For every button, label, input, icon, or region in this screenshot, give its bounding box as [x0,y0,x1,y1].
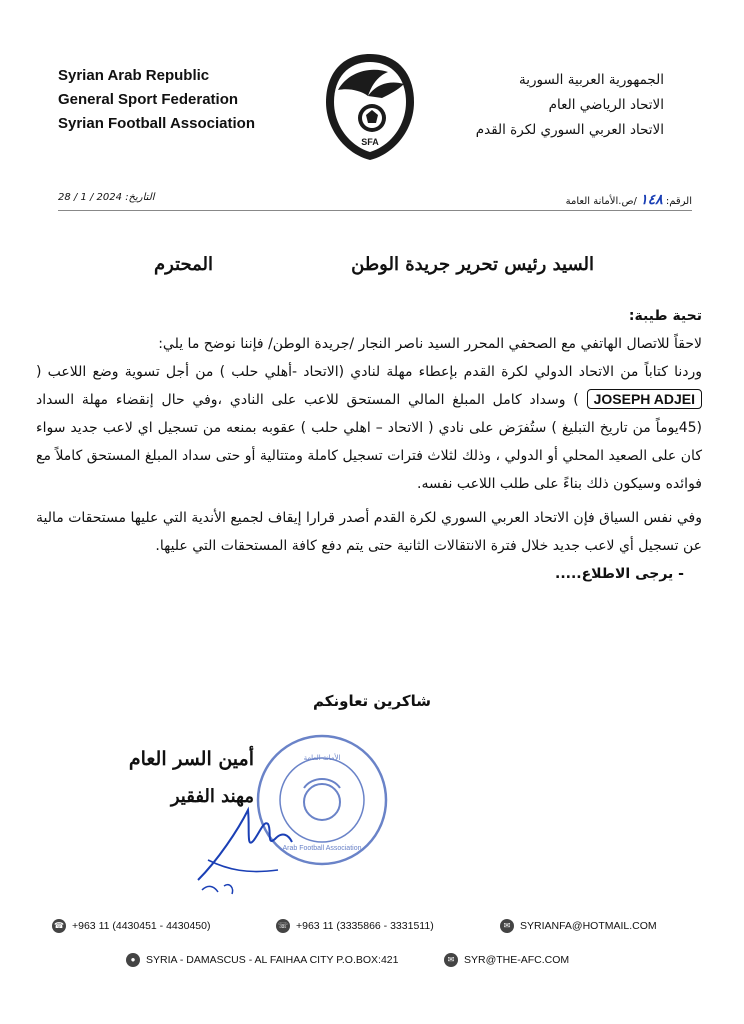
svg-text:الأمانة العامة: الأمانة العامة [303,754,341,762]
letter-body [36,302,702,588]
location-icon: ● [126,953,140,967]
please-note: - يرجى الاطلاع..... [555,566,684,582]
signatory-title: أمين السر العام [128,748,254,770]
addressee: السيد رئيس تحرير جريدة الوطن [351,254,594,275]
arabic-letterhead [476,68,664,143]
svg-text:SFA: SFA [361,137,379,147]
footer-phone1 [52,919,210,933]
phone2-text: +963 11 (3335866 - 3331511) [296,920,434,932]
paragraph-fifa [36,358,702,498]
ar-line-association: الاتحاد العربي السوري لكرة القدم [475,122,664,138]
signatory-name: مهند الفقير [170,786,254,807]
sfa-logo [318,50,422,162]
ar-line-country: الجمهورية العربية السورية [519,72,664,88]
address-text: SYRIA - DAMASCUS - AL FAIHAA CITY P.O.BOX:421 [146,954,399,966]
email1-text[interactable]: SYRIANFA@HOTMAIL.COM [520,920,657,932]
english-letterhead [58,64,255,136]
reference-row [58,188,692,211]
footer-phone2 [276,919,434,933]
en-line-federation: General Sport Federation [58,91,239,108]
phone1-text: +963 11 (4430451 - 4430450) [72,920,211,932]
date-value: 28 / 1 / 2024 [58,192,122,203]
date-label: التاريخ: [125,192,155,203]
paragraph-intro: لاحقاً للاتصال الهاتفي مع الصحفي المحرر السيد ناصر النجار /جريدة الوطن/ فإننا نوضح ما يلي: [158,336,702,352]
email2-text[interactable]: SYR@THE-AFC.COM [464,954,570,966]
paragraph-decision: وفي نفس السياق فإن الاتحاد العربي السوري لكرة القدم أصدر قرارا إيقاف لجميع الأندية التي عليها مستحقات مالية عن تسجيل أي لاعب جديد خلال فترة الانتقالات الثانية حتى يتم دفع كافة المستحقات التي عليها. [36,510,702,554]
reference-number-field [566,192,692,208]
greeting: تحية طيبة: [628,308,702,324]
en-line-country: Syrian Arab Republic [58,67,210,84]
paragraph-fifa-start: وردنا كتاباً من الاتحاد الدولي لكرة القدم بإعطاء مهلة لنادي (الاتحاد -أهلي حلب ) من أجل تسوية وضع اللاعب ( [36,364,702,380]
honorific: المحترم [154,254,214,275]
reference-number: ١٤٨ [640,192,663,208]
date-field [58,192,155,203]
mail-icon: ✉ [500,919,514,933]
player-name: JOSEPH ADJEI [587,389,702,409]
footer-email1[interactable] [500,919,657,933]
en-line-association: Syrian Football Association [58,115,255,132]
reference-suffix: /ص.الأمانة العامة [565,196,637,207]
svg-text:Arab Football Association: Arab Football Association [282,845,362,852]
fax-icon: ☏ [276,919,290,933]
phone-icon: ☎ [52,919,66,933]
ar-line-federation: الاتحاد الرياضي العام [548,97,664,113]
paragraph-fifa-end: ) وسداد كامل المبلغ المالي المستحق للاعب على النادي ،وفي حال إنقضاء مهلة السداد (45يوماً من تاريخ التبليغ ) ستُفرَض على نادي ( الاتحاد – اهلي حلب ) عقوبه بمنعه من تسجيل اي لاعب جديد سواء كان على الصعيد المحلي أو الدولي ، وذلك لثلاث فترات تسجيل كاملة ومتتالية أو حتى سداد المبلغ المستحق كاملاً مع فوائده وسيكون ذلك بناءً على طلب اللاعب نفسه. [36,392,702,492]
mail-icon: ✉ [444,953,458,967]
reference-label: الرقم: [665,196,692,207]
closing-thanks: شاكرين تعاونكم [313,692,431,710]
handwritten-signature [188,790,318,900]
footer-address [126,953,398,967]
footer-email2[interactable] [444,953,569,967]
